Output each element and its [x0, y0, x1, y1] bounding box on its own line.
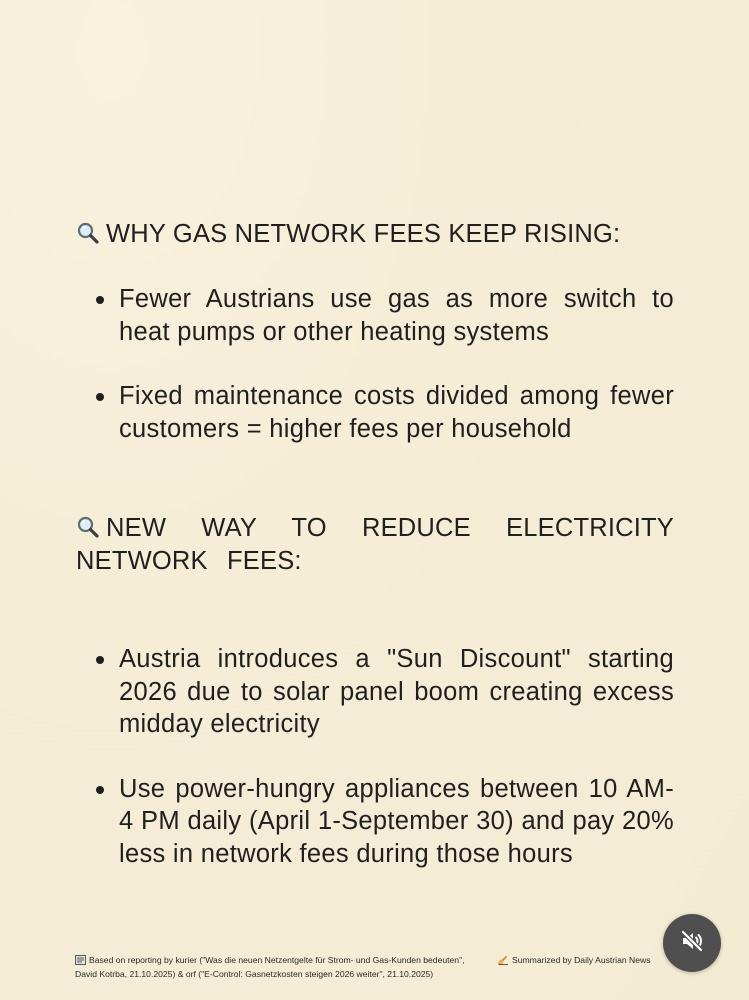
- writing-hand-icon: [498, 955, 509, 969]
- list-item: Fewer Austrians use gas as more switch to heat pumps or other heating systems: [96, 283, 674, 348]
- source-attribution: [75, 955, 485, 980]
- list-item: Austria introduces a "Sun Discount" starting 2026 due to solar panel boom creating excess midday electricity: [96, 643, 674, 741]
- gas-fees-list: [96, 283, 674, 445]
- magnifying-glass-icon: [76, 221, 100, 245]
- credit-text: Summarized by Daily Austrian News: [512, 955, 651, 965]
- electricity-fees-heading: [76, 512, 674, 578]
- electricity-fees-list: [96, 643, 674, 871]
- summary-credit: [498, 955, 651, 969]
- list-item: Fixed maintenance costs divided among fewer customers = higher fees per household: [96, 380, 674, 445]
- source-text: Based on reporting by kurier ("Was die neuen Netzentgelte für Strom- und Gas-Kunden bedeuten", David Kotrba, 21.10.2025) & orf ("E-Control: Gasnetzkosten steigen 2026 weiter", 21.10.2025): [75, 955, 465, 979]
- list-item: Use power-hungry appliances between 10 AM-4 PM daily (April 1-September 30) and pay 20% less in network fees during those hours: [96, 773, 674, 871]
- electricity-fees-heading-text: NEW WAY TO REDUCE ELECTRICITY NETWORK FEES:: [76, 514, 674, 575]
- gas-fees-heading-text: WHY GAS NETWORK FEES KEEP RISING:: [106, 220, 621, 248]
- gas-fees-heading: [76, 218, 674, 251]
- mute-button[interactable]: [663, 914, 721, 972]
- speaker-muted-icon: [678, 927, 706, 960]
- magnifying-glass-icon: [76, 515, 100, 539]
- newspaper-icon: [75, 955, 86, 969]
